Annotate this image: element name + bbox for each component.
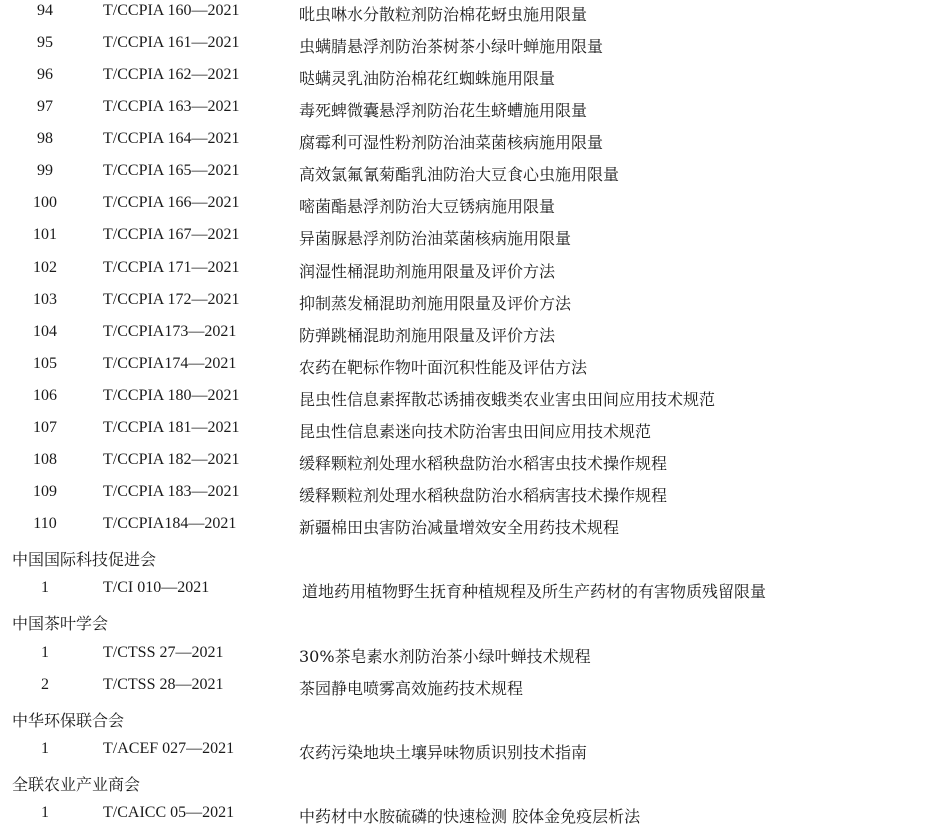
standard-title: 茶园静电喷雾高效施药技术规程 <box>299 679 524 698</box>
standard-row <box>0 259 945 285</box>
standard-code: T/CCPIA184—2021 <box>103 515 237 532</box>
standard-title: 嘧菌酯悬浮剂防治大豆锈病施用限量 <box>299 197 556 216</box>
standard-title: 抑制蒸发桶混助剂施用限量及评价方法 <box>299 294 572 313</box>
standard-title: 农药污染地块土壤异味物质识别技术指南 <box>299 743 588 762</box>
row-number: 100 <box>33 194 57 211</box>
row-number: 102 <box>33 259 57 276</box>
standard-code: T/CTSS 28—2021 <box>103 676 224 693</box>
organization-heading <box>0 772 945 798</box>
row-number: 110 <box>33 515 57 532</box>
row-number: 98 <box>37 130 53 147</box>
standard-title: 缓释颗粒剂处理水稻秧盘防治水稻害虫技术操作规程 <box>299 454 668 473</box>
standard-code: T/CCPIA 160—2021 <box>103 2 240 19</box>
organization-name: 中国茶叶学会 <box>12 614 109 633</box>
standard-row <box>0 483 945 509</box>
row-number: 1 <box>41 644 49 661</box>
row-number: 101 <box>33 226 57 243</box>
standard-title: 道地药用植物野生抚育种植规程及所生产药材的有害物质残留限量 <box>302 582 767 601</box>
standard-title: 润湿性桶混助剂施用限量及评价方法 <box>299 262 556 281</box>
standard-row <box>0 323 945 349</box>
standard-code: T/CCPIA174—2021 <box>103 355 237 372</box>
row-number: 95 <box>37 34 53 51</box>
standard-title: 昆虫性信息素迷向技术防治害虫田间应用技术规范 <box>299 422 652 441</box>
standard-row <box>0 226 945 252</box>
row-number: 96 <box>37 66 53 83</box>
standard-row <box>0 740 945 766</box>
standard-row <box>0 130 945 156</box>
standard-code: T/CCPIA 182—2021 <box>103 451 240 468</box>
standard-code: T/CCPIA 171—2021 <box>103 259 240 276</box>
standard-title: 新疆棉田虫害防治减量增效安全用药技术规程 <box>299 518 620 537</box>
row-number: 103 <box>33 291 57 308</box>
standard-row <box>0 98 945 124</box>
standard-code: T/CCPIA 183—2021 <box>103 483 240 500</box>
standard-title: 毒死蜱微囊悬浮剂防治花生蛴螬施用限量 <box>299 101 588 120</box>
standard-row <box>0 34 945 60</box>
standard-title: 缓释颗粒剂处理水稻秧盘防治水稻病害技术操作规程 <box>299 486 668 505</box>
standard-code: T/CCPIA 161—2021 <box>103 34 240 51</box>
standard-row <box>0 355 945 381</box>
standard-title: 异菌脲悬浮剂防治油菜菌核病施用限量 <box>299 229 572 248</box>
standard-code: T/CAICC 05—2021 <box>103 804 235 821</box>
row-number: 104 <box>33 323 57 340</box>
row-number: 108 <box>33 451 57 468</box>
standard-title: 吡虫啉水分散粒剂防治棉花蚜虫施用限量 <box>299 5 588 24</box>
row-number: 105 <box>33 355 57 372</box>
standard-row <box>0 451 945 477</box>
standard-code: T/CCPIA 164—2021 <box>103 130 240 147</box>
standard-code: T/CCPIA 167—2021 <box>103 226 240 243</box>
standard-title: 防弹跳桶混助剂施用限量及评价方法 <box>299 326 556 345</box>
standard-code: T/CCPIA 180—2021 <box>103 387 240 404</box>
standard-title: 虫螨腈悬浮剂防治茶树茶小绿叶蝉施用限量 <box>299 37 604 56</box>
standard-row <box>0 644 945 670</box>
row-number: 1 <box>41 579 49 596</box>
standard-code: T/CCPIA 163—2021 <box>103 98 240 115</box>
standard-row <box>0 579 945 605</box>
organization-heading <box>0 611 945 637</box>
standard-title: 农药在靶标作物叶面沉积性能及评估方法 <box>299 358 588 377</box>
row-number: 2 <box>41 676 49 693</box>
standard-code: T/CCPIA 172—2021 <box>103 291 240 308</box>
standard-row <box>0 419 945 445</box>
organization-heading <box>0 547 945 573</box>
row-number: 94 <box>37 2 53 19</box>
standard-row <box>0 804 945 830</box>
standard-code: T/CCPIA 162—2021 <box>103 66 240 83</box>
organization-name: 中华环保联合会 <box>12 711 125 730</box>
standard-row <box>0 676 945 702</box>
standard-row <box>0 2 945 28</box>
organization-name: 中国国际科技促进会 <box>12 550 157 569</box>
standard-row <box>0 291 945 317</box>
standard-code: T/CCPIA 166—2021 <box>103 194 240 211</box>
standard-title: 30%茶皂素水剂防治茶小绿叶蝉技术规程 <box>299 647 591 666</box>
row-number: 106 <box>33 387 57 404</box>
row-number: 1 <box>41 740 49 757</box>
standard-code: T/CI 010—2021 <box>103 579 210 596</box>
standard-title: 高效氯氟氰菊酯乳油防治大豆食心虫施用限量 <box>299 165 620 184</box>
standard-row <box>0 387 945 413</box>
standard-row <box>0 162 945 188</box>
standard-code: T/ACEF 027—2021 <box>103 740 235 757</box>
standard-code: T/CCPIA173—2021 <box>103 323 237 340</box>
row-number: 1 <box>41 804 49 821</box>
standard-code: T/CTSS 27—2021 <box>103 644 224 661</box>
row-number: 97 <box>37 98 53 115</box>
standard-title: 昆虫性信息素挥散芯诱捕夜蛾类农业害虫田间应用技术规范 <box>299 390 716 409</box>
standard-title: 哒螨灵乳油防治棉花红蜘蛛施用限量 <box>299 69 556 88</box>
row-number: 107 <box>33 419 57 436</box>
row-number: 109 <box>33 483 57 500</box>
standard-code: T/CCPIA 181—2021 <box>103 419 240 436</box>
standard-code: T/CCPIA 165—2021 <box>103 162 240 179</box>
standard-row <box>0 66 945 92</box>
standard-title: 中药材中水胺硫磷的快速检测 胶体金免疫层析法 <box>299 807 641 826</box>
organization-heading <box>0 708 945 734</box>
row-number: 99 <box>37 162 53 179</box>
standard-row <box>0 194 945 220</box>
standard-row <box>0 515 945 541</box>
standard-title: 腐霉利可湿性粉剂防治油菜菌核病施用限量 <box>299 133 604 152</box>
organization-name: 全联农业产业商会 <box>12 775 141 794</box>
